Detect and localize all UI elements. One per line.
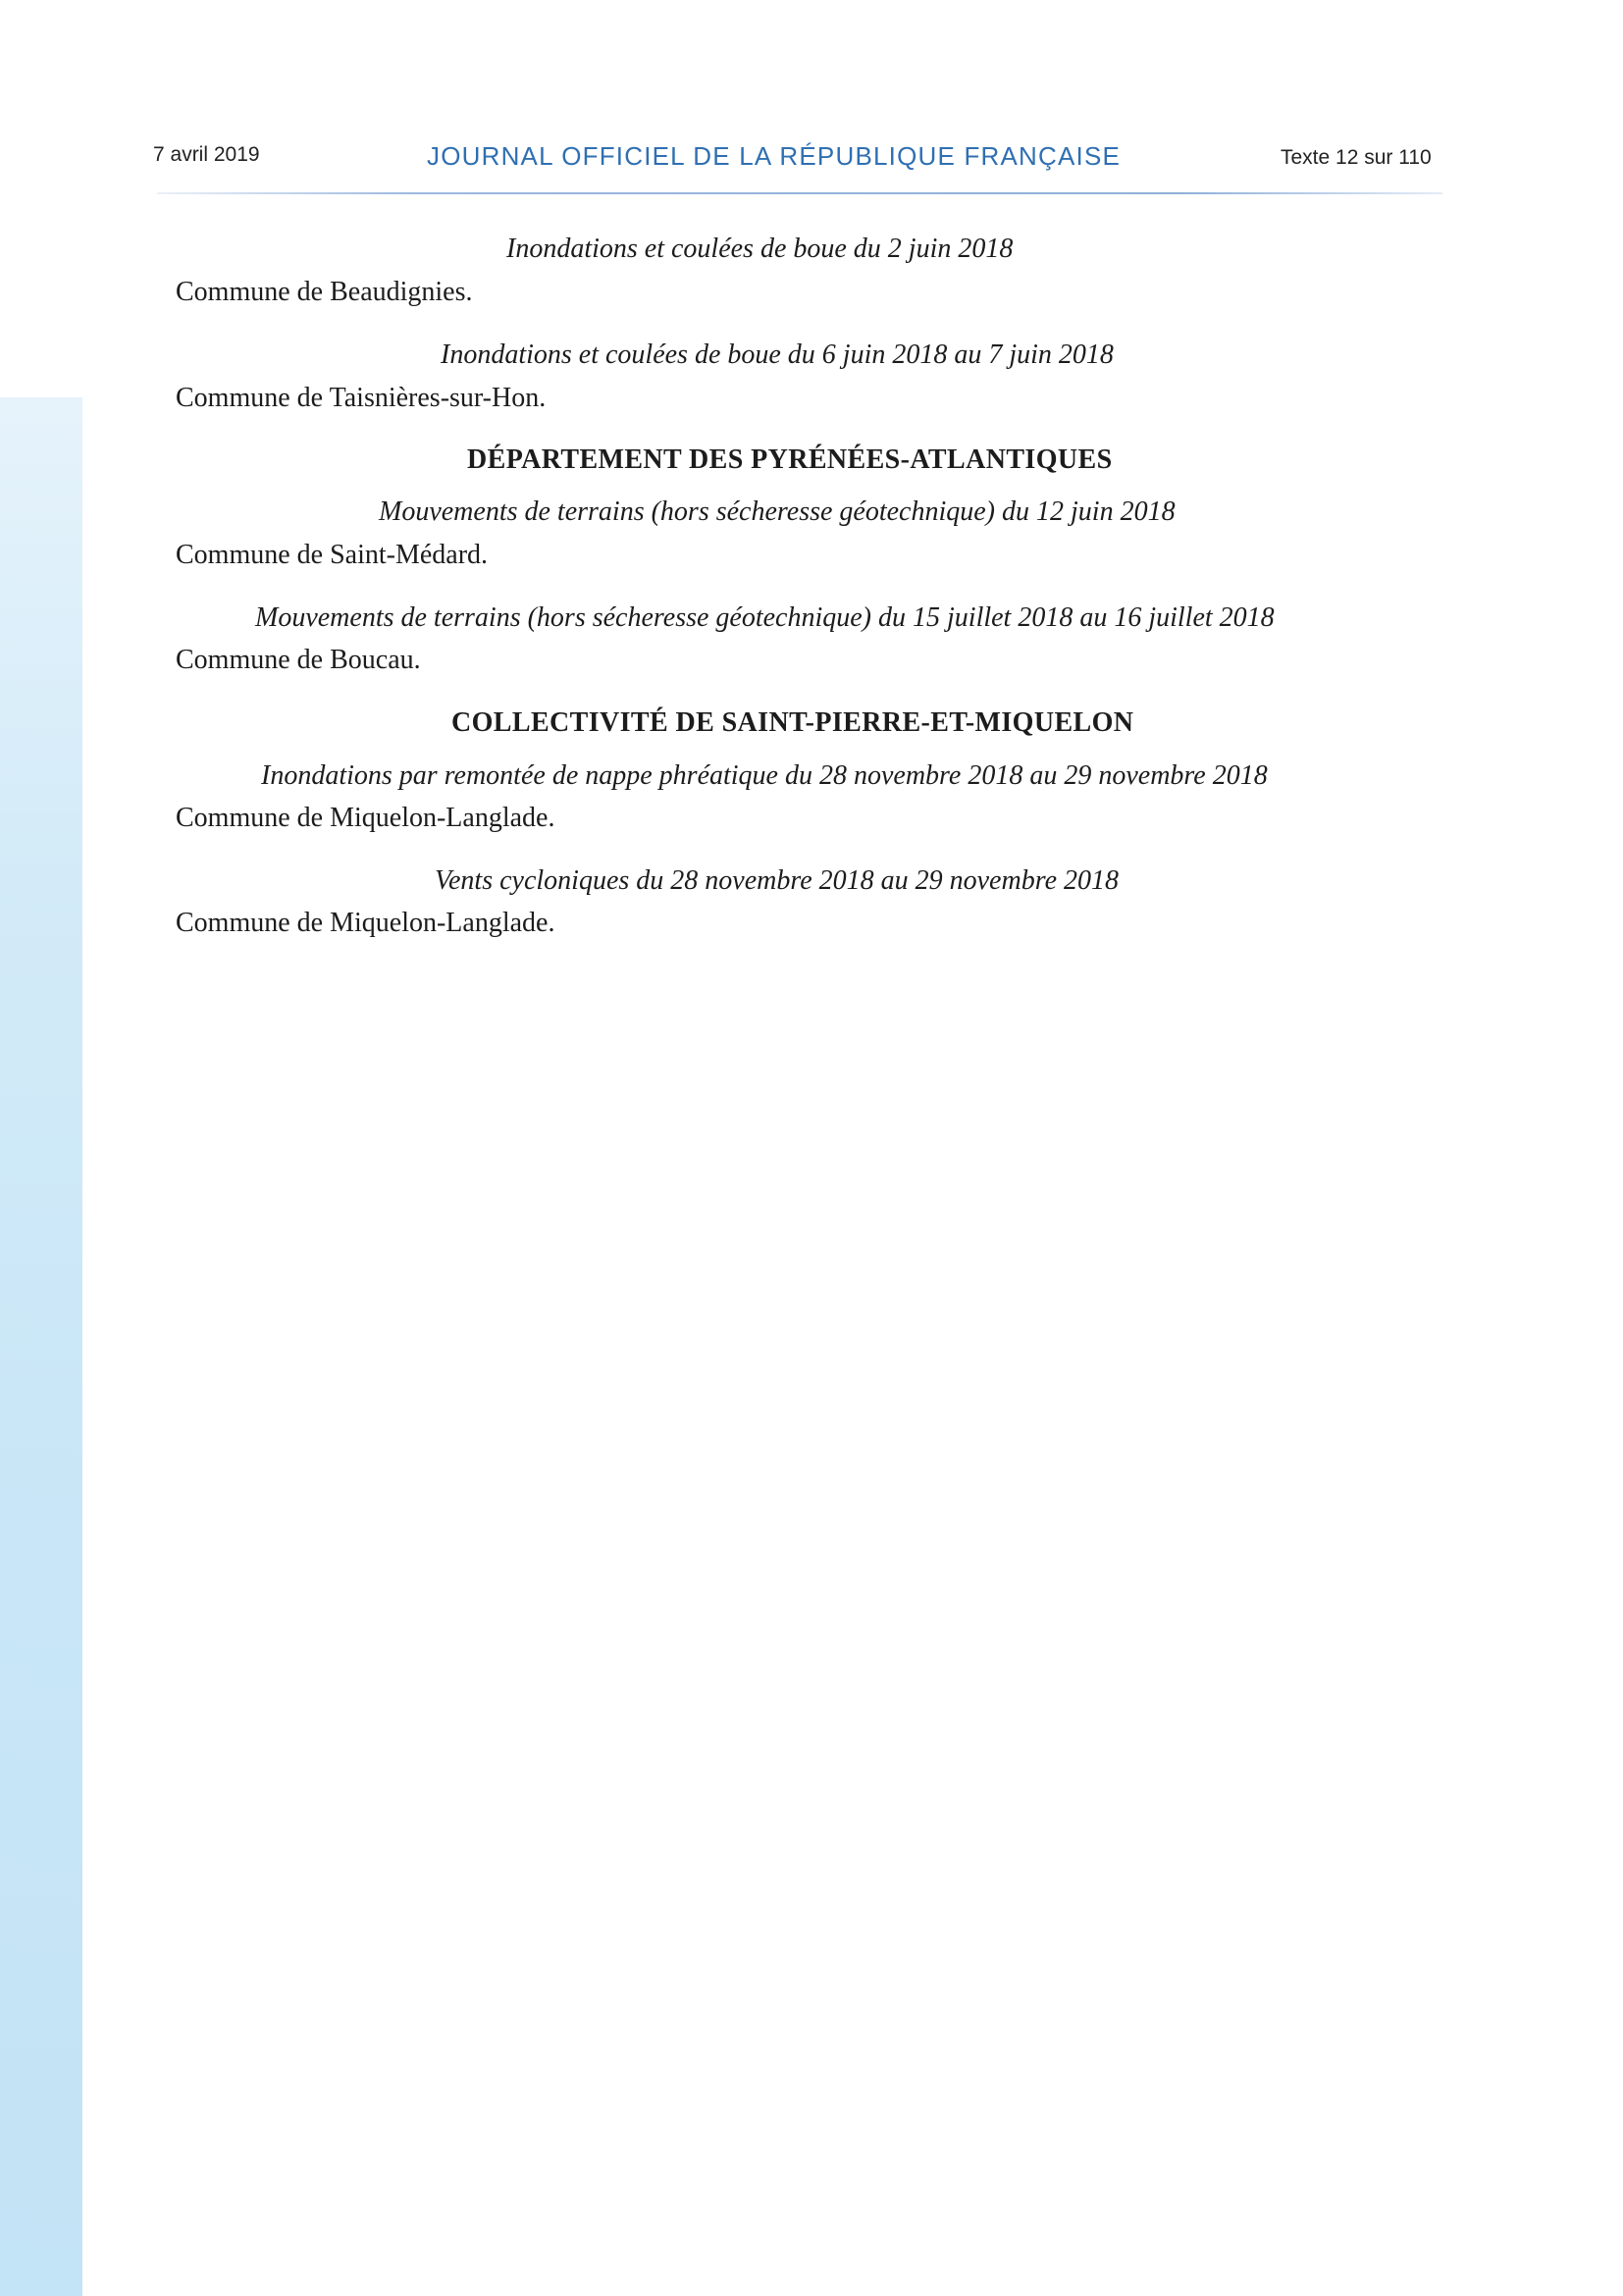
header-divider [157,192,1442,194]
page-reference: Texte 12 sur 110 [1281,146,1432,169]
event-heading: Inondations et coulées de boue du 6 juin 2018 au 7 juin 2018 [441,339,1114,370]
commune-line: Commune de Boucau. [176,645,421,675]
publication-date: 7 avril 2019 [153,143,260,166]
event-heading: Mouvements de terrains (hors sécheresse géotechnique) du 15 juillet 2018 au 16 juillet 2018 [255,602,1275,633]
department-heading: COLLECTIVITÉ DE SAINT-PIERRE-ET-MIQUELON [451,707,1134,738]
event-heading: Vents cycloniques du 28 novembre 2018 au 29 novembre 2018 [435,865,1119,896]
commune-line: Commune de Beaudignies. [176,277,473,307]
event-heading: Mouvements de terrains (hors sécheresse géotechnique) du 12 juin 2018 [379,496,1176,527]
commune-line: Commune de Taisnières-sur-Hon. [176,383,547,413]
event-heading: Inondations par remontée de nappe phréatique du 28 novembre 2018 au 29 novembre 2018 [261,760,1268,791]
department-heading: DÉPARTEMENT DES PYRÉNÉES-ATLANTIQUES [467,444,1113,475]
event-heading: Inondations et coulées de boue du 2 juin 2018 [506,234,1014,264]
journal-title: JOURNAL OFFICIEL DE LA RÉPUBLIQUE FRANÇAISE [427,141,1122,171]
commune-line: Commune de Miquelon-Langlade. [176,803,555,833]
left-margin-band [0,397,82,2296]
commune-line: Commune de Saint-Médard. [176,540,489,570]
page-header [0,0,1623,206]
commune-line: Commune de Miquelon-Langlade. [176,908,555,938]
